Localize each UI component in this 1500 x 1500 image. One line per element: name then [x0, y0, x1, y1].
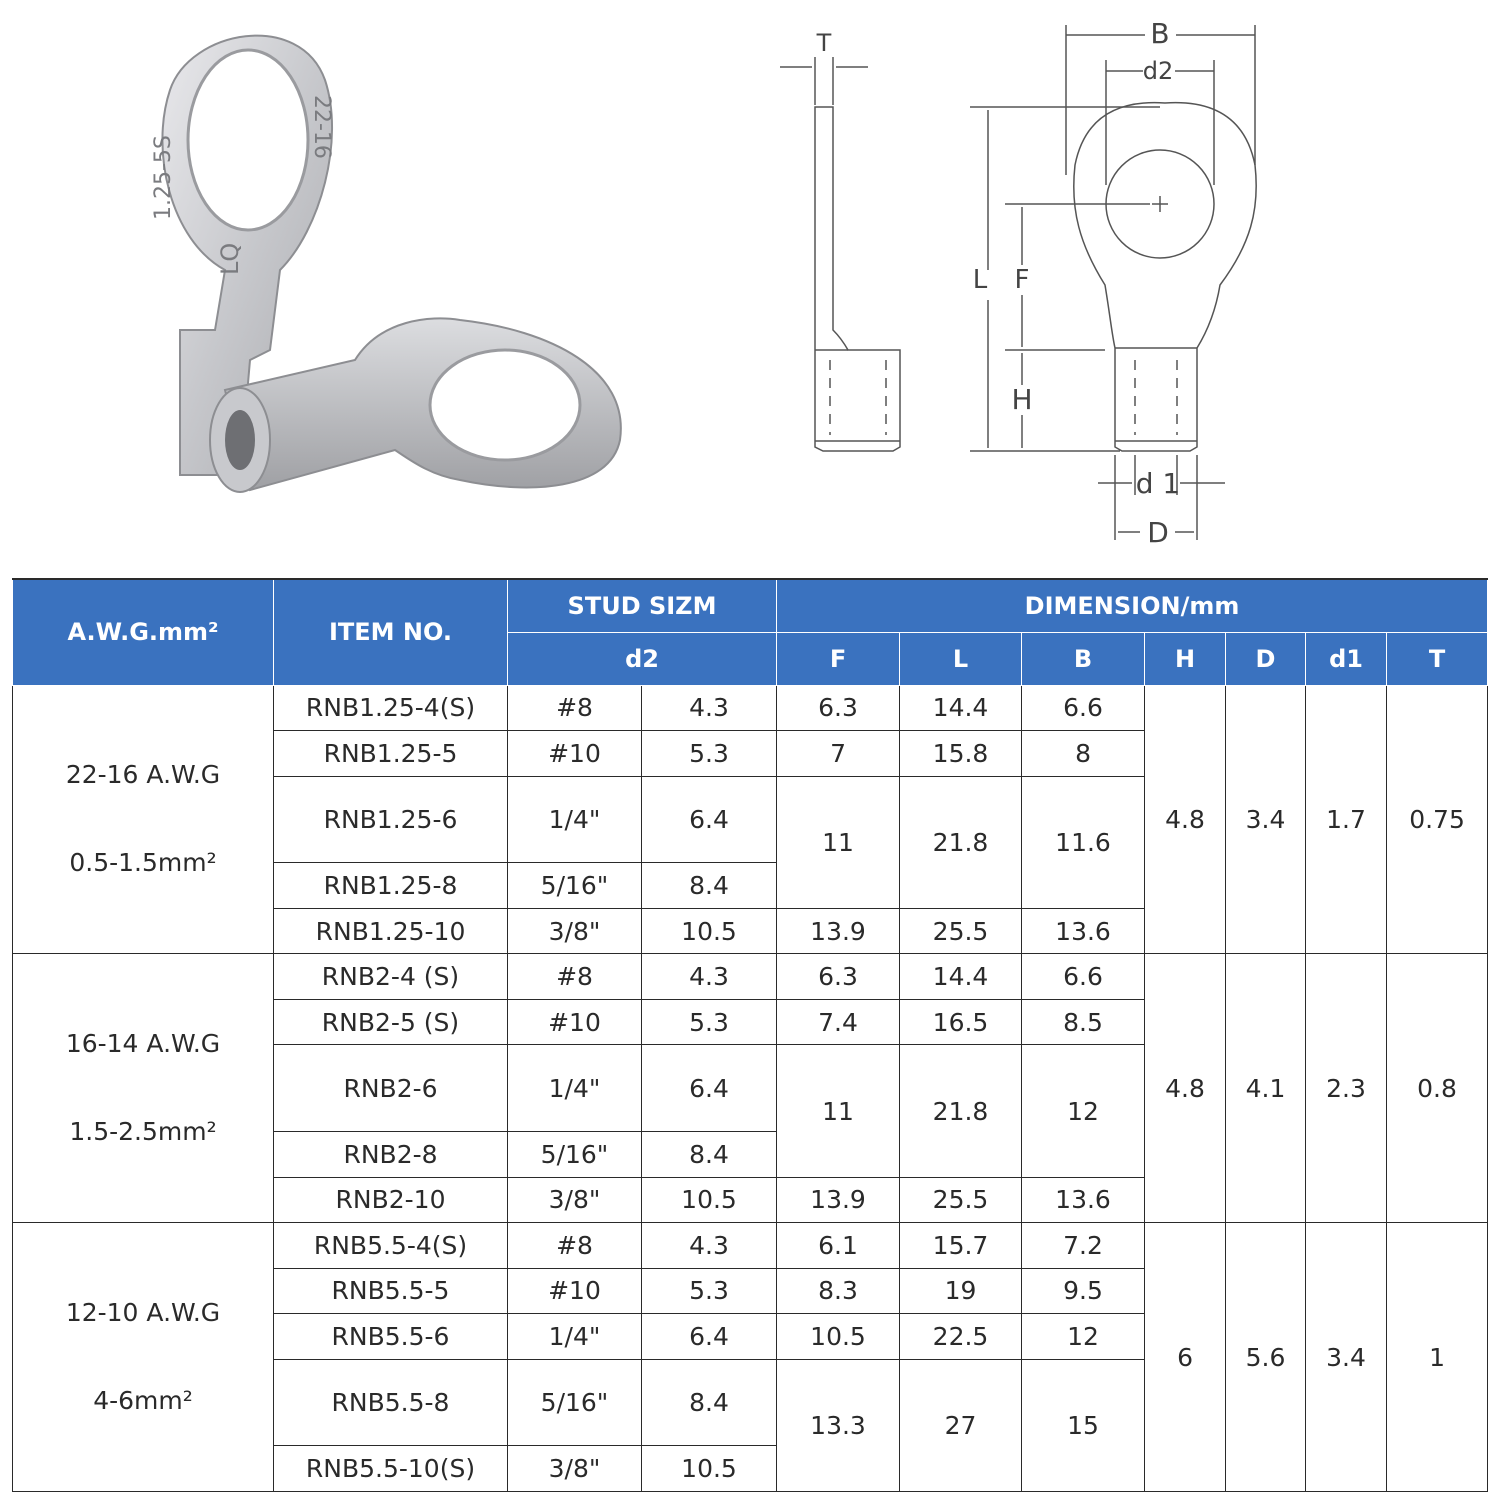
stud-size: 5/16" — [508, 863, 642, 909]
awg-range: 16-14 A.W.G — [65, 1029, 221, 1059]
d2-value: 8.4 — [642, 1359, 777, 1446]
h-value: 4.8 — [1145, 954, 1226, 1223]
b-value: 12 — [1022, 1314, 1145, 1360]
l-value: 15.7 — [900, 1223, 1022, 1269]
d-value: 4.1 — [1226, 954, 1306, 1223]
b-value: 8 — [1022, 731, 1145, 777]
item-no: RNB2-6 — [274, 1045, 508, 1132]
spec-table — [12, 578, 1488, 1492]
b-value: 7.2 — [1022, 1223, 1145, 1269]
awg-group-cell — [13, 1223, 274, 1492]
engraving-logo: LQ — [216, 242, 244, 275]
item-no: RNB5.5-8 — [274, 1359, 508, 1446]
b-value: 8.5 — [1022, 999, 1145, 1045]
stud-size: 3/8" — [508, 908, 642, 954]
l-value: 22.5 — [900, 1314, 1022, 1360]
header-awg: A.W.G.mm² — [13, 579, 274, 685]
b-value: 9.5 — [1022, 1268, 1145, 1314]
item-no: RNB1.25-10 — [274, 908, 508, 954]
header-B: B — [1022, 632, 1145, 685]
d2-value: 10.5 — [642, 1446, 777, 1492]
stud-size: #10 — [508, 999, 642, 1045]
d2-value: 4.3 — [642, 1223, 777, 1269]
item-no: RNB1.25-8 — [274, 863, 508, 909]
h-value: 4.8 — [1145, 685, 1226, 954]
f-value: 11 — [777, 1045, 900, 1177]
awg-range: 12-10 A.W.G — [65, 1298, 221, 1328]
b-value: 6.6 — [1022, 954, 1145, 1000]
dimension-diagram — [760, 15, 1260, 555]
table-row — [13, 954, 1488, 1000]
d2-value: 5.3 — [642, 999, 777, 1045]
f-value: 13.9 — [777, 908, 900, 954]
header-D: D — [1226, 632, 1306, 685]
f-value: 6.3 — [777, 954, 900, 1000]
header-L: L — [900, 632, 1022, 685]
f-value: 10.5 — [777, 1314, 900, 1360]
l-value: 27 — [900, 1359, 1022, 1491]
l-value: 25.5 — [900, 908, 1022, 954]
f-value: 6.1 — [777, 1223, 900, 1269]
stud-size: 1/4" — [508, 1045, 642, 1132]
stud-size: #8 — [508, 1223, 642, 1269]
d1-value: 1.7 — [1306, 685, 1387, 954]
stud-size: #8 — [508, 685, 642, 731]
l-value: 25.5 — [900, 1177, 1022, 1223]
header-H: H — [1145, 632, 1226, 685]
d2-value: 8.4 — [642, 863, 777, 909]
item-no: RNB2-5 (S) — [274, 999, 508, 1045]
label-d1: d 1 — [1135, 467, 1181, 500]
stud-size: #8 — [508, 954, 642, 1000]
b-value: 12 — [1022, 1045, 1145, 1177]
b-value: 13.6 — [1022, 1177, 1145, 1223]
h-value: 6 — [1145, 1223, 1226, 1492]
t-value: 0.8 — [1387, 954, 1488, 1223]
l-value: 21.8 — [900, 1045, 1022, 1177]
mm2-range: 0.5-1.5mm² — [69, 848, 217, 878]
f-value: 13.3 — [777, 1359, 900, 1491]
l-value: 14.4 — [900, 685, 1022, 731]
mm2-range: 4-6mm² — [93, 1386, 193, 1416]
d2-value: 4.3 — [642, 954, 777, 1000]
d2-value: 6.4 — [642, 776, 777, 863]
f-value: 7 — [777, 731, 900, 777]
item-no: RNB5.5-10(S) — [274, 1446, 508, 1492]
d1-value: 2.3 — [1306, 954, 1387, 1223]
awg-range: 22-16 A.W.G — [65, 760, 221, 790]
f-value: 6.3 — [777, 685, 900, 731]
label-L: L — [972, 265, 988, 295]
header-d1: d1 — [1306, 632, 1387, 685]
f-value: 8.3 — [777, 1268, 900, 1314]
stud-size: #10 — [508, 1268, 642, 1314]
item-no: RNB1.25-5 — [274, 731, 508, 777]
d2-value: 4.3 — [642, 685, 777, 731]
t-value: 1 — [1387, 1223, 1488, 1492]
f-value: 7.4 — [777, 999, 900, 1045]
item-no: RNB2-8 — [274, 1132, 508, 1178]
engraving-right: 22-16 — [309, 95, 334, 159]
header-dimension: DIMENSION/mm — [777, 579, 1488, 632]
header-stud-size: STUD SIZM — [508, 579, 777, 632]
d-value: 5.6 — [1226, 1223, 1306, 1492]
label-F: F — [1014, 265, 1030, 295]
b-value: 6.6 — [1022, 685, 1145, 731]
stud-size: 1/4" — [508, 1314, 642, 1360]
awg-group-cell — [13, 685, 274, 954]
d-value: 3.4 — [1226, 685, 1306, 954]
f-value: 13.9 — [777, 1177, 900, 1223]
stud-size: 3/8" — [508, 1446, 642, 1492]
t-value: 0.75 — [1387, 685, 1488, 954]
b-value: 15 — [1022, 1359, 1145, 1491]
item-no: RNB1.25-4(S) — [274, 685, 508, 731]
awg-group-cell — [13, 954, 274, 1223]
l-value: 14.4 — [900, 954, 1022, 1000]
front-view-outline — [1074, 103, 1256, 451]
b-value: 13.6 — [1022, 908, 1145, 954]
mm2-range: 1.5-2.5mm² — [69, 1117, 217, 1147]
label-d2: d2 — [1142, 57, 1174, 85]
engraving-left: 1.25-5S — [151, 135, 176, 220]
item-no: RNB5.5-6 — [274, 1314, 508, 1360]
label-D: D — [1147, 516, 1169, 549]
f-value: 11 — [777, 776, 900, 908]
item-no: RNB2-10 — [274, 1177, 508, 1223]
d2-value: 5.3 — [642, 731, 777, 777]
stud-size: 3/8" — [508, 1177, 642, 1223]
stud-size: 1/4" — [508, 776, 642, 863]
b-value: 11.6 — [1022, 776, 1145, 908]
item-no: RNB5.5-5 — [274, 1268, 508, 1314]
side-view-outline — [815, 107, 900, 451]
ring-terminal-photo — [130, 20, 640, 520]
l-value: 16.5 — [900, 999, 1022, 1045]
d2-value: 6.4 — [642, 1045, 777, 1132]
d2-value: 6.4 — [642, 1314, 777, 1360]
d2-value: 10.5 — [642, 908, 777, 954]
d2-value: 5.3 — [642, 1268, 777, 1314]
label-T: T — [816, 29, 832, 57]
item-no: RNB2-4 (S) — [274, 954, 508, 1000]
l-value: 15.8 — [900, 731, 1022, 777]
stud-size: 5/16" — [508, 1132, 642, 1178]
label-H: H — [1011, 383, 1033, 416]
header-F: F — [777, 632, 900, 685]
header-item-no: ITEM NO. — [274, 579, 508, 685]
item-no: RNB5.5-4(S) — [274, 1223, 508, 1269]
table-row — [13, 685, 1488, 731]
item-no: RNB1.25-6 — [274, 776, 508, 863]
l-value: 19 — [900, 1268, 1022, 1314]
d2-value: 8.4 — [642, 1132, 777, 1178]
d1-value: 3.4 — [1306, 1223, 1387, 1492]
l-value: 21.8 — [900, 776, 1022, 908]
d2-value: 10.5 — [642, 1177, 777, 1223]
header-T: T — [1387, 632, 1488, 685]
label-B: B — [1150, 17, 1170, 50]
header-d2: d2 — [508, 632, 777, 685]
stud-size: 5/16" — [508, 1359, 642, 1446]
stud-size: #10 — [508, 731, 642, 777]
table-row — [13, 1223, 1488, 1269]
